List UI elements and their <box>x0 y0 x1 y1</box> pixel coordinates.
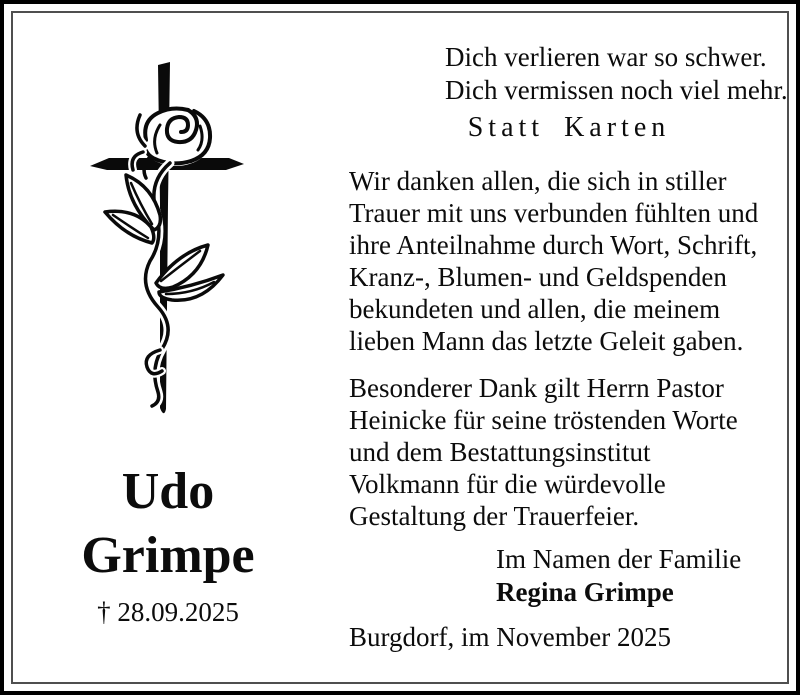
special-thanks-line: Besonderer Dank gilt Herrn Pastor <box>349 373 724 403</box>
special-thanks-line: Volkmann für die würdevolle <box>349 469 666 499</box>
death-date: † 28.09.2025 <box>97 597 239 627</box>
signature-intro: Im Namen der Familie <box>496 544 742 574</box>
verse-block <box>445 41 788 107</box>
city-date-line: Burgdorf, im November 2025 <box>349 622 671 652</box>
special-thanks-line: und dem Bestattungsinstitut <box>349 437 651 467</box>
deceased-last-name: Grimpe <box>81 527 255 584</box>
thanks-line: ihre Anteilnahme durch Wort, Schrift, <box>349 230 758 260</box>
special-thanks-line: Heinicke für seine tröstenden Worte <box>349 405 738 435</box>
thanks-line: Trauer mit uns verbunden fühlten und <box>349 198 759 228</box>
signature-name: Regina Grimpe <box>496 577 674 607</box>
deceased-name-block <box>22 460 314 628</box>
statt-karten-heading: Statt Karten <box>467 112 671 143</box>
thanks-line: Kranz-, Blumen- und Geldspenden <box>349 262 727 292</box>
verse-line: Dich vermissen noch viel mehr. <box>445 75 788 105</box>
thanks-line: bekundeten und allen, die meinem <box>349 294 721 324</box>
deceased-first-name: Udo <box>121 463 215 520</box>
thanks-line: lieben Mann das letzte Geleit gaben. <box>349 326 744 356</box>
thanks-paragraph <box>349 165 758 357</box>
signature-block <box>496 543 741 609</box>
special-thanks-paragraph <box>349 372 738 532</box>
cross-with-rose-icon <box>39 54 299 424</box>
verse-line: Dich verlieren war so schwer. <box>445 42 767 72</box>
special-thanks-line: Gestaltung der Trauerfeier. <box>349 501 640 531</box>
thanks-line: Wir danken allen, die sich in stiller <box>349 166 727 196</box>
